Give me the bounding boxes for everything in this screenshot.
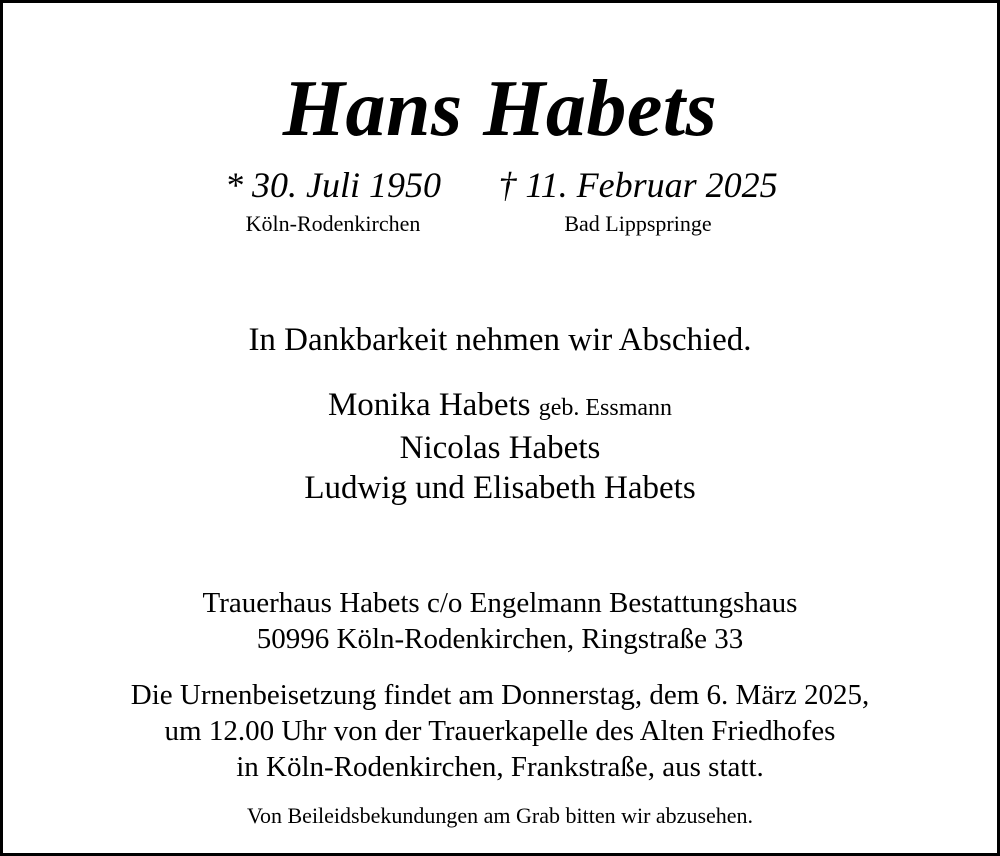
mourner-name: Monika Habets [327, 387, 531, 423]
mourning-house-address [3, 585, 997, 657]
funeral-line: in Köln-Rodenkirchen, Frankstraße, aus statt. [236, 751, 764, 783]
death-date: † 11. Februar 2025 [498, 165, 778, 205]
death-place: Bad Lippspringe [564, 211, 712, 236]
funeral-line: Die Urnenbeisetzung findet am Donnerstag, dem 6. März 2025, [130, 679, 870, 711]
birth-date: * 30. Juli 1950 [225, 165, 441, 205]
mourner-line [3, 385, 997, 428]
address-line: Trauerhaus Habets c/o Engelmann Bestattungshaus [202, 587, 798, 619]
mourners-list [3, 385, 997, 508]
birth-info [203, 163, 463, 239]
mourner-line: Nicolas Habets [399, 430, 601, 466]
mourner-line: Ludwig und Elisabeth Habets [304, 470, 696, 506]
funeral-details [3, 677, 997, 785]
deceased-name: Hans Habets [282, 65, 718, 153]
condolence-note: Von Beileidsbekundungen am Grab bitten wir abzusehen. [246, 803, 754, 828]
birth-place: Köln-Rodenkirchen [245, 211, 421, 236]
farewell-line: In Dankbarkeit nehmen wir Abschied. [248, 322, 752, 358]
address-line: 50996 Köln-Rodenkirchen, Ringstraße 33 [256, 623, 744, 655]
funeral-line: um 12.00 Uhr von der Trauerkapelle des Alten Friedhofes [164, 715, 836, 747]
death-info [473, 163, 803, 239]
mourner-maiden-name: geb. Essmann [538, 395, 673, 421]
